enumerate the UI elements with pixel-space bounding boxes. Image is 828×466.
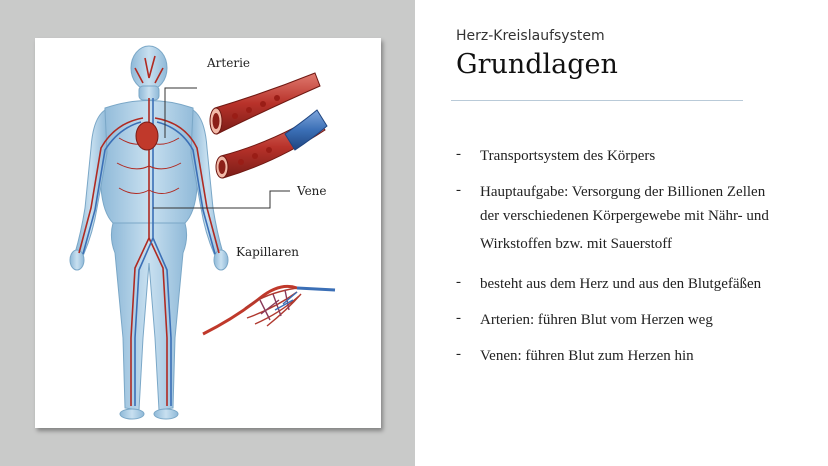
bullet-text: Transportsystem des Körpers: [480, 148, 656, 164]
bullet-item: [456, 146, 806, 166]
bullet-item: [456, 346, 806, 366]
circulatory-system-illustration: [35, 38, 381, 428]
blood-vessels: [79, 56, 219, 406]
bullet-dash: -: [456, 346, 461, 362]
text-panel: [415, 0, 828, 466]
bullet-text: Venen: führen Blut zum Herzen hin: [480, 348, 694, 364]
title-divider: [451, 100, 743, 101]
bullet-text: Arterien: führen Blut vom Herzen weg: [480, 312, 713, 328]
bullet-item: [456, 310, 806, 330]
bullet-text: Wirkstoffen bzw. mit Sauerstoff: [480, 236, 672, 252]
bullet-dash: -: [456, 310, 461, 326]
bullet-item: [456, 182, 806, 258]
body-illustration: [35, 38, 381, 428]
bullet-dash: -: [456, 182, 461, 198]
slide-title: Grundlagen: [456, 49, 618, 80]
artery-label: Arterie: [207, 56, 251, 70]
bullet-list: [456, 146, 806, 382]
bullet-item: [456, 274, 806, 294]
bullet-text: der verschiedenen Körpergewebe mit Nähr- und: [480, 208, 769, 224]
capillaries-label: Kapillaren: [236, 245, 300, 259]
bullet-dash: -: [456, 146, 461, 162]
bullet-text: Hauptaufgabe: Versorgung der Billionen Zellen: [480, 184, 766, 200]
capillary-network: [203, 286, 335, 334]
vein-label: Vene: [297, 184, 327, 198]
slide-subtitle: Herz-Kreislaufsystem: [456, 28, 605, 44]
bullet-dash: -: [456, 274, 461, 290]
bullet-text: besteht aus dem Herz und aus den Blutgefäßen: [480, 276, 762, 292]
heart-icon: [136, 122, 158, 150]
